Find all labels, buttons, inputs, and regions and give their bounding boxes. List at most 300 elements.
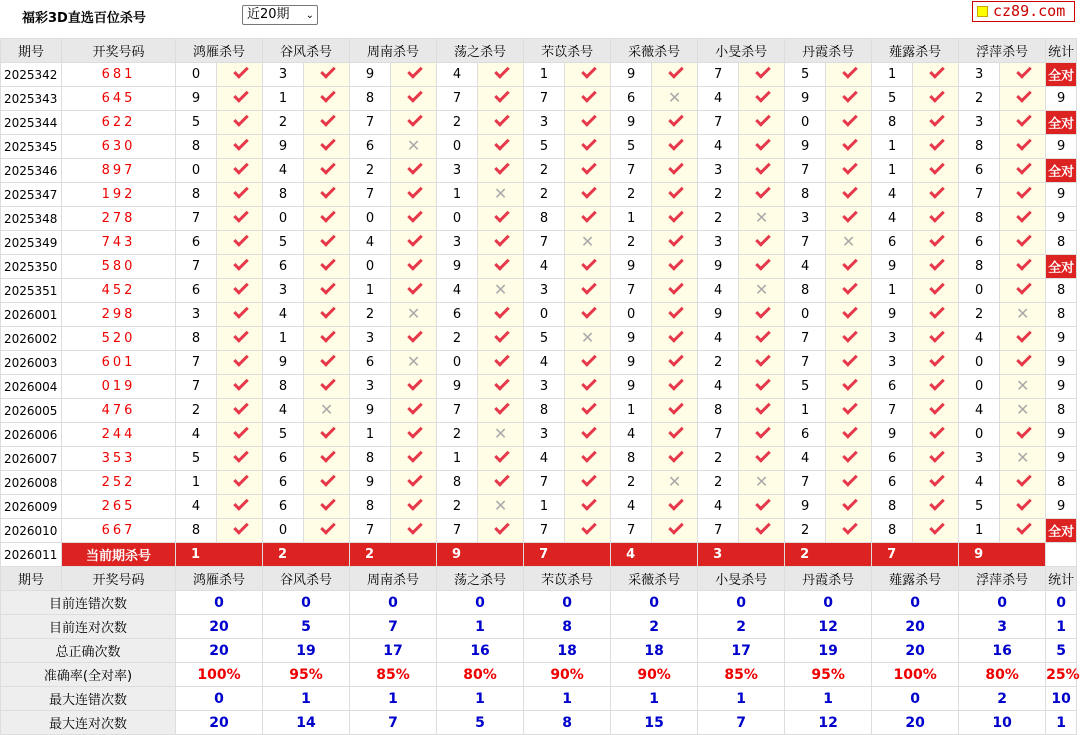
result-mark-cell xyxy=(652,327,698,351)
result-mark-cell xyxy=(304,207,350,231)
kill-number-cell: 4 xyxy=(959,327,1000,351)
result-mark-cell xyxy=(565,183,611,207)
result-mark-cell xyxy=(565,327,611,351)
stat-value: 0 xyxy=(524,591,611,615)
result-mark-cell xyxy=(217,183,263,207)
check-icon xyxy=(579,472,596,489)
table-row xyxy=(1,399,1077,423)
period-cell: 2026002 xyxy=(1,327,62,351)
result-mark-cell xyxy=(739,279,785,303)
kill-number-cell: 7 xyxy=(698,63,739,87)
result-mark-cell xyxy=(1000,495,1046,519)
stat-value: 2 xyxy=(959,687,1046,711)
check-icon xyxy=(1014,184,1031,201)
stat-cell xyxy=(1046,543,1077,567)
kill-number-cell: 8 xyxy=(872,111,913,135)
stat-cell: 全对 xyxy=(1046,159,1077,183)
result-mark-cell xyxy=(1000,159,1046,183)
cross-icon: ✕ xyxy=(493,424,508,443)
stat-value: 1 xyxy=(437,615,524,639)
col-expert-header: 鸿雁杀号 xyxy=(176,567,263,591)
kill-number-cell: 1 xyxy=(872,135,913,159)
stat-value: 5 xyxy=(1046,639,1077,663)
kill-number-cell: 4 xyxy=(872,183,913,207)
stat-value: 20 xyxy=(176,639,263,663)
check-icon xyxy=(1014,352,1031,369)
check-icon xyxy=(753,328,770,345)
col-expert-header: 浮萍杀号 xyxy=(959,39,1046,63)
result-mark-cell xyxy=(652,447,698,471)
result-mark-cell xyxy=(217,207,263,231)
period-cell: 2026008 xyxy=(1,471,62,495)
check-icon xyxy=(1014,112,1031,129)
kill-number-cell: 8 xyxy=(350,87,391,111)
check-icon xyxy=(405,112,422,129)
result-mark-cell xyxy=(478,279,524,303)
kill-number-cell: 1 xyxy=(611,399,652,423)
result-mark-cell xyxy=(739,63,785,87)
kill-number-cell: 7 xyxy=(176,207,217,231)
kill-number-cell: 4 xyxy=(524,351,565,375)
result-mark-cell xyxy=(391,423,437,447)
cross-icon: ✕ xyxy=(406,304,421,323)
kill-number-cell: 7 xyxy=(437,399,478,423)
current-period-row xyxy=(1,543,1077,567)
result-mark-cell xyxy=(1000,471,1046,495)
stat-value: 0 xyxy=(698,591,785,615)
current-kill-value: 7 xyxy=(872,543,959,567)
stat-value: 19 xyxy=(785,639,872,663)
result-mark-cell xyxy=(1000,351,1046,375)
result-mark-cell xyxy=(304,447,350,471)
kill-number-cell: 5 xyxy=(176,447,217,471)
result-mark-cell xyxy=(565,135,611,159)
check-icon xyxy=(666,400,683,417)
stat-cell: 全对 xyxy=(1046,111,1077,135)
result-mark-cell xyxy=(913,375,959,399)
result-mark-cell xyxy=(739,255,785,279)
col-expert-header: 荡之杀号 xyxy=(437,39,524,63)
table-row xyxy=(1,255,1077,279)
col-expert-header: 芣苡杀号 xyxy=(524,567,611,591)
kill-number-cell: 7 xyxy=(176,255,217,279)
kill-number-cell: 2 xyxy=(350,159,391,183)
check-icon xyxy=(405,520,422,537)
check-icon xyxy=(666,376,683,393)
table-row xyxy=(1,351,1077,375)
check-icon xyxy=(840,136,857,153)
check-icon xyxy=(666,136,683,153)
period-cell: 2025344 xyxy=(1,111,62,135)
kill-number-cell: 7 xyxy=(785,351,826,375)
check-icon xyxy=(666,496,683,513)
open-number-cell: 601 xyxy=(62,351,176,375)
result-mark-cell xyxy=(826,399,872,423)
check-icon xyxy=(318,520,335,537)
result-mark-cell xyxy=(1000,519,1046,543)
check-icon xyxy=(492,64,509,81)
open-number-cell: 265 xyxy=(62,495,176,519)
kill-number-cell: 5 xyxy=(785,375,826,399)
result-mark-cell xyxy=(391,207,437,231)
kill-number-cell: 2 xyxy=(524,159,565,183)
check-icon xyxy=(492,352,509,369)
kill-number-cell: 9 xyxy=(872,303,913,327)
period-cell: 2025343 xyxy=(1,87,62,111)
check-icon xyxy=(231,160,248,177)
kill-number-cell: 3 xyxy=(698,231,739,255)
result-mark-cell xyxy=(565,279,611,303)
stat-value: 7 xyxy=(698,711,785,735)
kill-number-cell: 6 xyxy=(872,471,913,495)
check-icon xyxy=(753,520,770,537)
check-icon xyxy=(840,64,857,81)
check-icon xyxy=(318,64,335,81)
result-mark-cell xyxy=(478,303,524,327)
chevron-down-icon: ⌄ xyxy=(305,10,314,21)
cross-icon: ✕ xyxy=(1015,304,1030,323)
check-icon xyxy=(753,136,770,153)
result-mark-cell xyxy=(652,231,698,255)
kill-number-cell: 0 xyxy=(350,255,391,279)
check-icon xyxy=(927,328,944,345)
result-mark-cell xyxy=(478,471,524,495)
kill-number-cell: 3 xyxy=(785,207,826,231)
result-mark-cell xyxy=(652,279,698,303)
result-mark-cell xyxy=(826,207,872,231)
kill-number-cell: 3 xyxy=(524,423,565,447)
open-number-cell: 244 xyxy=(62,423,176,447)
result-mark-cell xyxy=(739,375,785,399)
kill-number-cell: 2 xyxy=(959,87,1000,111)
kill-number-cell: 0 xyxy=(959,351,1000,375)
table-row xyxy=(1,111,1077,135)
check-icon xyxy=(318,304,335,321)
stat-value: 90% xyxy=(611,663,698,687)
result-mark-cell xyxy=(304,303,350,327)
stat-cell: 8 xyxy=(1046,471,1077,495)
period-cell: 2025348 xyxy=(1,207,62,231)
check-icon xyxy=(231,400,248,417)
check-icon xyxy=(1014,424,1031,441)
stat-value: 25% xyxy=(1046,663,1077,687)
check-icon xyxy=(405,472,422,489)
result-mark-cell xyxy=(217,351,263,375)
result-mark-cell xyxy=(1000,63,1046,87)
result-mark-cell xyxy=(304,399,350,423)
stat-value: 0 xyxy=(872,591,959,615)
result-mark-cell xyxy=(652,471,698,495)
check-icon xyxy=(318,256,335,273)
stat-cell: 9 xyxy=(1046,183,1077,207)
result-mark-cell xyxy=(391,135,437,159)
kill-number-cell: 0 xyxy=(350,207,391,231)
col-expert-header: 周南杀号 xyxy=(350,567,437,591)
top-bar xyxy=(0,0,1076,38)
open-number-cell: 452 xyxy=(62,279,176,303)
result-mark-cell xyxy=(478,351,524,375)
kill-number-cell: 3 xyxy=(959,447,1000,471)
result-mark-cell xyxy=(478,375,524,399)
col-expert-header: 谷风杀号 xyxy=(263,39,350,63)
result-mark-cell xyxy=(478,231,524,255)
check-icon xyxy=(231,424,248,441)
kill-number-cell: 9 xyxy=(785,495,826,519)
kill-number-cell: 7 xyxy=(611,159,652,183)
result-mark-cell xyxy=(739,351,785,375)
kill-number-cell: 7 xyxy=(350,111,391,135)
check-icon xyxy=(927,208,944,225)
kill-number-cell: 3 xyxy=(437,159,478,183)
result-mark-cell xyxy=(739,183,785,207)
kill-number-cell: 2 xyxy=(698,183,739,207)
table-row xyxy=(1,207,1077,231)
result-mark-cell xyxy=(217,159,263,183)
result-mark-cell xyxy=(565,399,611,423)
check-icon xyxy=(840,160,857,177)
check-icon xyxy=(492,88,509,105)
check-icon xyxy=(231,256,248,273)
kill-number-cell: 2 xyxy=(698,447,739,471)
kill-number-cell: 4 xyxy=(611,423,652,447)
result-mark-cell xyxy=(565,255,611,279)
check-icon xyxy=(231,304,248,321)
result-mark-cell xyxy=(391,519,437,543)
result-mark-cell xyxy=(739,423,785,447)
result-mark-cell xyxy=(565,495,611,519)
check-icon xyxy=(579,304,596,321)
col-period-header: 期号 xyxy=(1,39,62,63)
kill-number-cell: 5 xyxy=(872,87,913,111)
check-icon xyxy=(231,64,248,81)
kill-number-cell: 2 xyxy=(611,471,652,495)
check-icon xyxy=(318,184,335,201)
open-number-cell: 681 xyxy=(62,63,176,87)
kill-number-cell: 9 xyxy=(872,423,913,447)
period-cell: 2025345 xyxy=(1,135,62,159)
kill-number-cell: 9 xyxy=(785,87,826,111)
kill-number-cell: 7 xyxy=(176,375,217,399)
result-mark-cell xyxy=(478,495,524,519)
check-icon xyxy=(579,88,596,105)
check-icon xyxy=(579,448,596,465)
result-mark-cell xyxy=(739,519,785,543)
stat-label: 最大连对次数 xyxy=(1,711,176,735)
check-icon xyxy=(840,520,857,537)
check-icon xyxy=(492,400,509,417)
kill-number-cell: 2 xyxy=(785,519,826,543)
kill-number-cell: 6 xyxy=(437,303,478,327)
result-mark-cell xyxy=(391,447,437,471)
check-icon xyxy=(666,256,683,273)
result-mark-cell xyxy=(478,87,524,111)
check-icon xyxy=(840,184,857,201)
kill-number-cell: 0 xyxy=(959,423,1000,447)
stat-label: 目前连错次数 xyxy=(1,591,176,615)
result-mark-cell xyxy=(391,471,437,495)
check-icon xyxy=(666,184,683,201)
stat-value: 20 xyxy=(872,615,959,639)
result-mark-cell xyxy=(739,399,785,423)
stat-value: 0 xyxy=(872,687,959,711)
table-row xyxy=(1,159,1077,183)
cross-icon: ✕ xyxy=(1015,400,1030,419)
stat-cell: 9 xyxy=(1046,375,1077,399)
cross-icon: ✕ xyxy=(1015,448,1030,467)
check-icon xyxy=(840,472,857,489)
kill-number-cell: 7 xyxy=(872,399,913,423)
kill-number-cell: 9 xyxy=(785,135,826,159)
kill-number-cell: 2 xyxy=(437,327,478,351)
result-mark-cell xyxy=(913,87,959,111)
kill-number-cell: 3 xyxy=(350,327,391,351)
kill-number-cell: 0 xyxy=(785,111,826,135)
current-kill-value: 2 xyxy=(785,543,872,567)
result-mark-cell xyxy=(304,159,350,183)
check-icon xyxy=(927,520,944,537)
check-icon xyxy=(753,160,770,177)
kill-number-cell: 9 xyxy=(611,111,652,135)
open-number-cell: 298 xyxy=(62,303,176,327)
result-mark-cell xyxy=(652,135,698,159)
result-mark-cell xyxy=(304,327,350,351)
check-icon xyxy=(405,256,422,273)
col-expert-header: 丹霞杀号 xyxy=(785,567,872,591)
check-icon xyxy=(579,400,596,417)
kill-number-cell: 9 xyxy=(350,471,391,495)
kill-number-cell: 2 xyxy=(611,183,652,207)
check-icon xyxy=(666,424,683,441)
kill-number-cell: 7 xyxy=(698,519,739,543)
kill-number-cell: 0 xyxy=(263,207,304,231)
check-icon xyxy=(753,232,770,249)
check-icon xyxy=(1014,520,1031,537)
site-logo[interactable] xyxy=(972,1,1075,22)
check-icon xyxy=(231,376,248,393)
check-icon xyxy=(318,328,335,345)
kill-number-cell: 4 xyxy=(785,447,826,471)
period-cell: 2026004 xyxy=(1,375,62,399)
kill-number-cell: 0 xyxy=(611,303,652,327)
result-mark-cell xyxy=(304,471,350,495)
result-mark-cell xyxy=(391,399,437,423)
stat-cell: 9 xyxy=(1046,423,1077,447)
result-mark-cell xyxy=(652,423,698,447)
kill-number-cell: 4 xyxy=(263,399,304,423)
result-mark-cell xyxy=(391,111,437,135)
check-icon xyxy=(231,520,248,537)
kill-number-cell: 1 xyxy=(350,423,391,447)
result-mark-cell xyxy=(217,255,263,279)
kill-number-cell: 4 xyxy=(350,231,391,255)
check-icon xyxy=(492,304,509,321)
result-mark-cell xyxy=(913,327,959,351)
check-icon xyxy=(579,256,596,273)
kill-number-cell: 7 xyxy=(524,87,565,111)
stat-value: 7 xyxy=(350,615,437,639)
kill-number-cell: 6 xyxy=(611,87,652,111)
kill-number-cell: 6 xyxy=(350,351,391,375)
col-expert-header: 采薇杀号 xyxy=(611,567,698,591)
col-period-header: 期号 xyxy=(1,567,62,591)
stat-value: 20 xyxy=(872,639,959,663)
kill-number-cell: 5 xyxy=(263,231,304,255)
current-kill-label: 当前期杀号 xyxy=(62,543,176,567)
check-icon xyxy=(927,472,944,489)
kill-number-cell: 7 xyxy=(524,471,565,495)
period-cell: 2025347 xyxy=(1,183,62,207)
result-mark-cell xyxy=(304,63,350,87)
period-cell: 2025351 xyxy=(1,279,62,303)
check-icon xyxy=(579,496,596,513)
period-cell: 2025349 xyxy=(1,231,62,255)
check-icon xyxy=(753,64,770,81)
kill-number-cell: 4 xyxy=(698,495,739,519)
result-mark-cell xyxy=(913,303,959,327)
period-range-select[interactable] xyxy=(242,5,318,25)
stat-value: 20 xyxy=(872,711,959,735)
check-icon xyxy=(840,400,857,417)
kill-number-cell: 9 xyxy=(611,327,652,351)
result-mark-cell xyxy=(1000,279,1046,303)
check-icon xyxy=(492,208,509,225)
check-icon xyxy=(318,232,335,249)
result-mark-cell xyxy=(826,87,872,111)
col-stat-header: 统计 xyxy=(1046,567,1077,591)
result-mark-cell xyxy=(478,423,524,447)
stat-cell: 8 xyxy=(1046,399,1077,423)
stat-value: 0 xyxy=(785,591,872,615)
result-mark-cell xyxy=(391,87,437,111)
check-icon xyxy=(1014,496,1031,513)
result-mark-cell xyxy=(217,87,263,111)
result-mark-cell xyxy=(565,303,611,327)
kill-number-cell: 9 xyxy=(350,63,391,87)
kill-number-cell: 4 xyxy=(698,87,739,111)
period-cell: 2026003 xyxy=(1,351,62,375)
kill-number-cell: 3 xyxy=(872,327,913,351)
cross-icon: ✕ xyxy=(754,208,769,227)
cross-icon: ✕ xyxy=(754,280,769,299)
result-mark-cell xyxy=(565,447,611,471)
result-mark-cell xyxy=(826,519,872,543)
cross-icon: ✕ xyxy=(406,136,421,155)
result-mark-cell xyxy=(304,231,350,255)
check-icon xyxy=(666,280,683,297)
table-row xyxy=(1,495,1077,519)
col-expert-header: 薤露杀号 xyxy=(872,39,959,63)
result-mark-cell xyxy=(652,303,698,327)
kill-number-cell: 5 xyxy=(524,327,565,351)
kill-number-cell: 7 xyxy=(437,519,478,543)
stat-value: 20 xyxy=(176,615,263,639)
result-mark-cell xyxy=(1000,87,1046,111)
kill-number-cell: 1 xyxy=(263,87,304,111)
result-mark-cell xyxy=(217,447,263,471)
kill-number-cell: 6 xyxy=(959,159,1000,183)
check-icon xyxy=(492,112,509,129)
kill-number-cell: 8 xyxy=(350,447,391,471)
result-mark-cell xyxy=(304,279,350,303)
stat-label: 最大连错次数 xyxy=(1,687,176,711)
check-icon xyxy=(1014,328,1031,345)
check-icon xyxy=(318,160,335,177)
check-icon xyxy=(927,376,944,393)
current-kill-value: 9 xyxy=(959,543,1046,567)
stat-value: 0 xyxy=(437,591,524,615)
result-mark-cell xyxy=(739,231,785,255)
result-mark-cell xyxy=(217,279,263,303)
